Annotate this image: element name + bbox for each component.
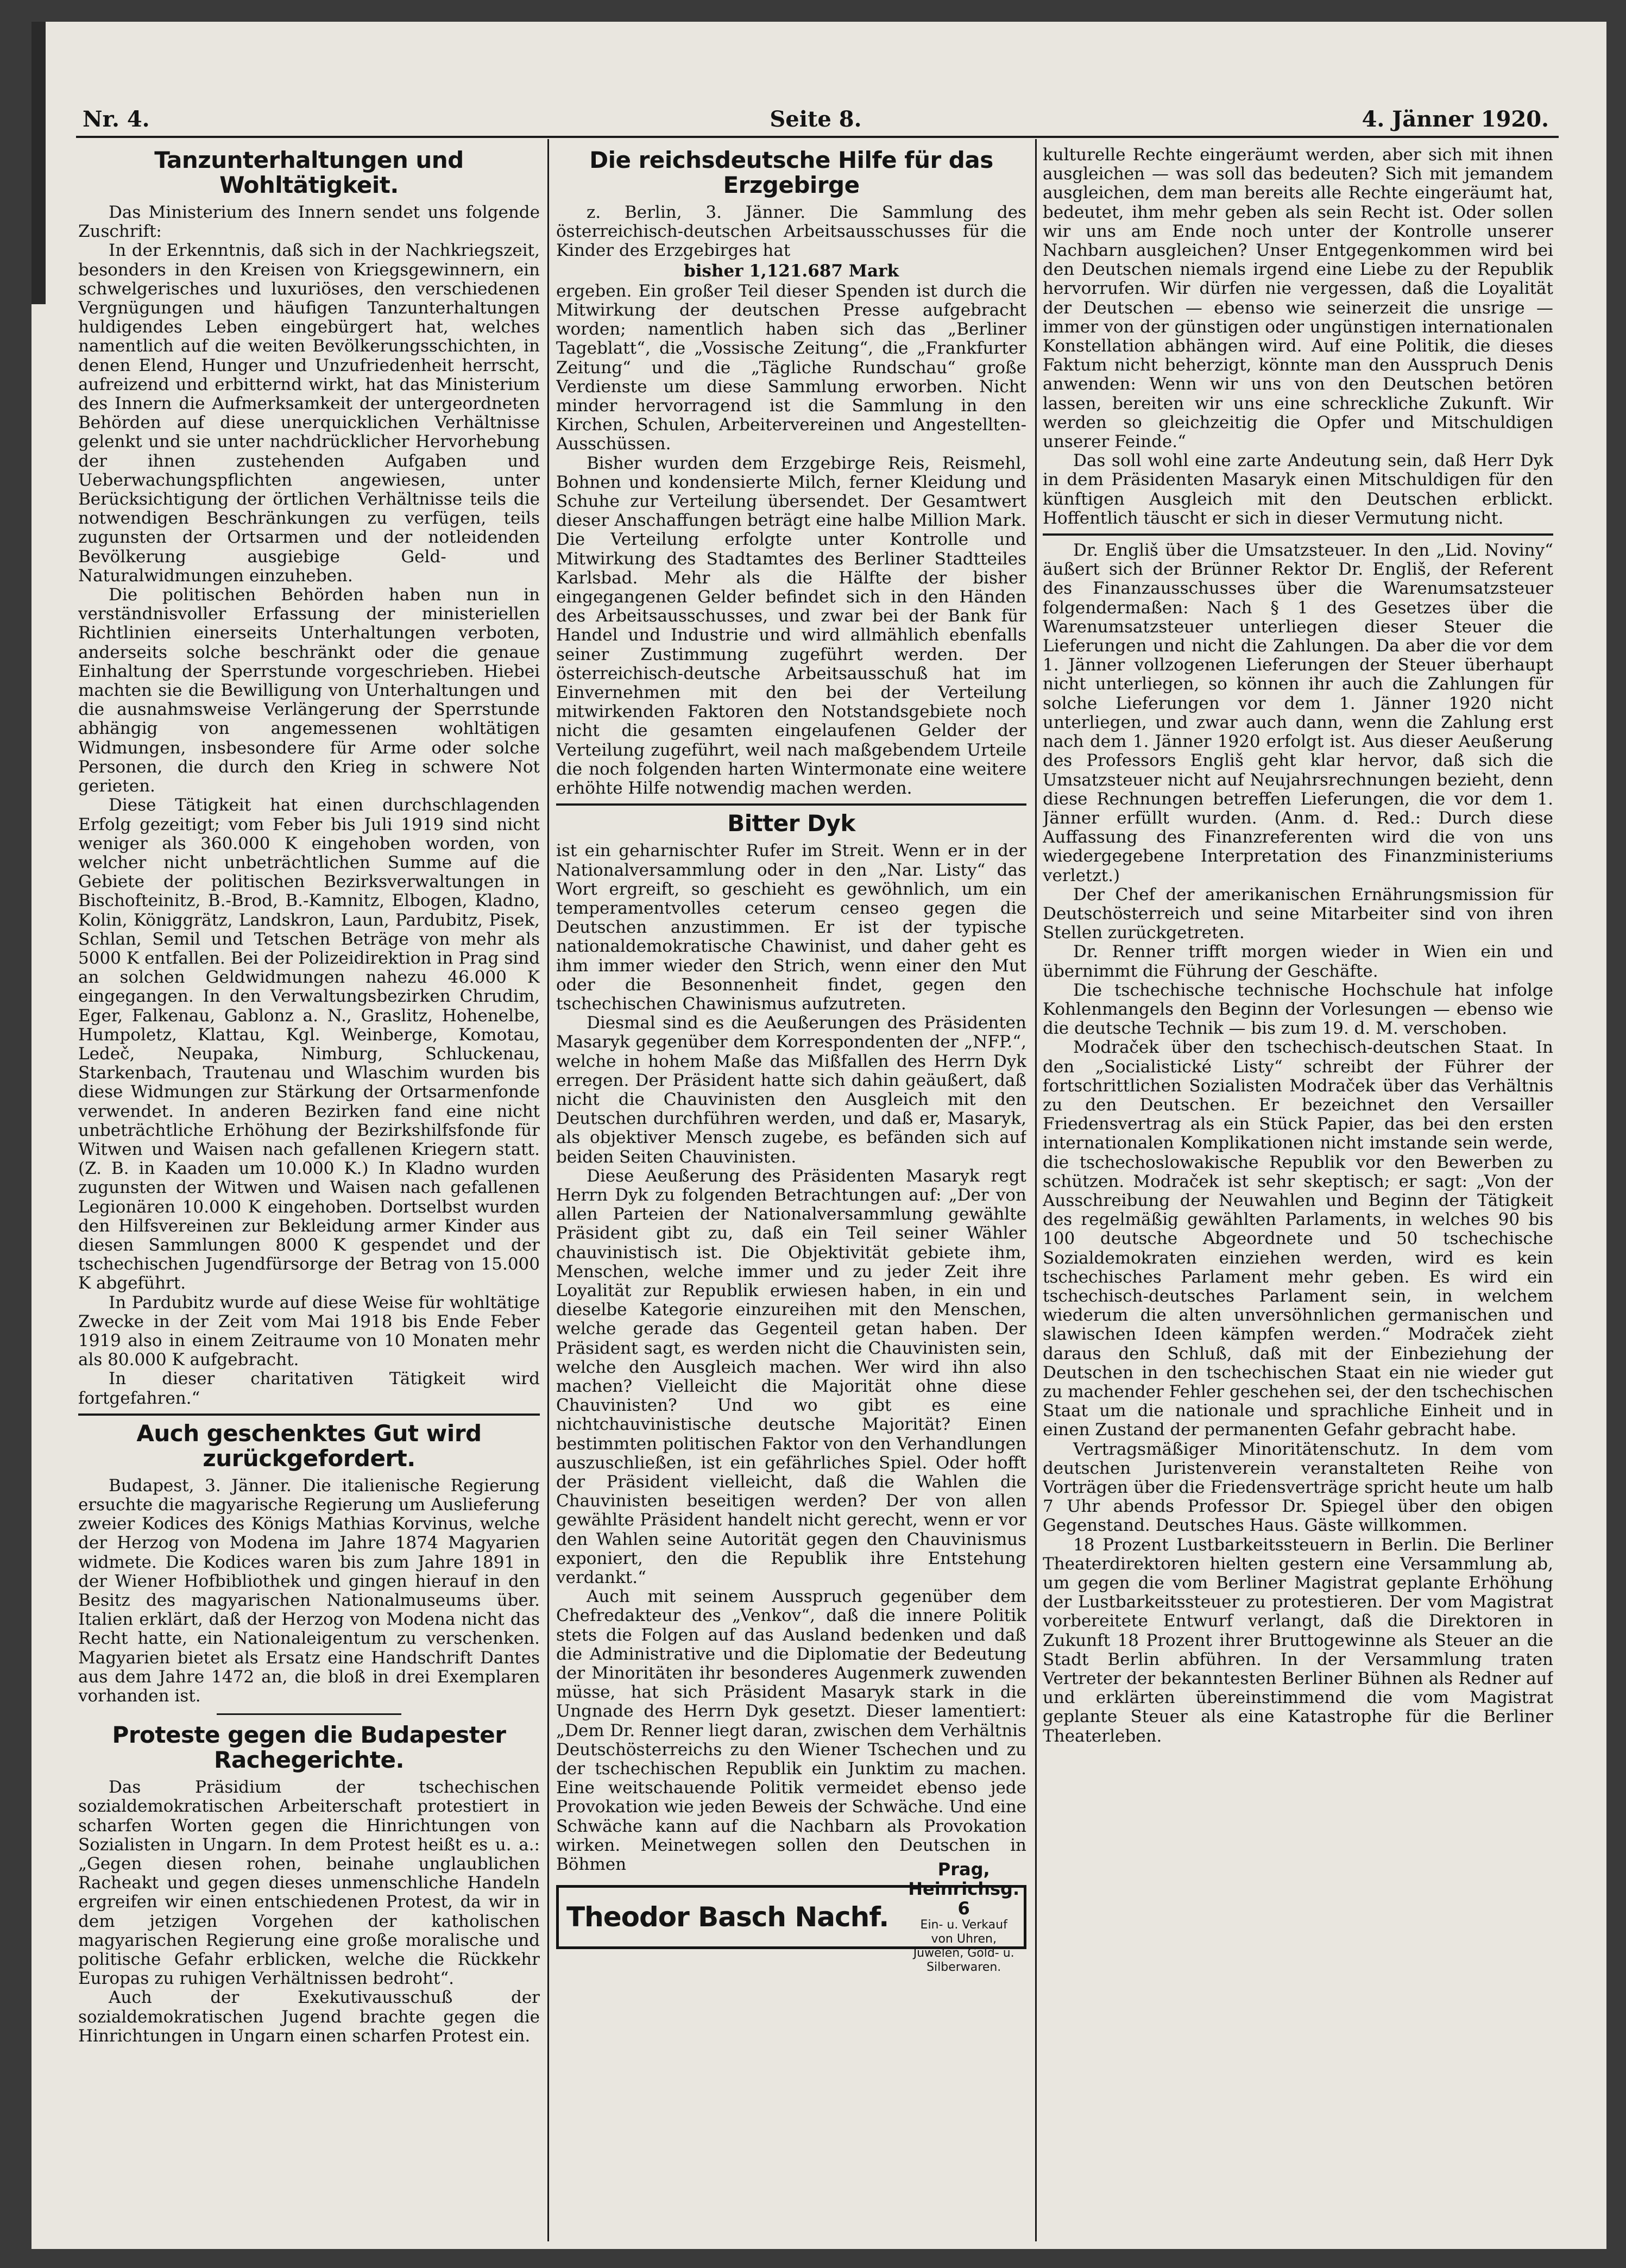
article-separator: [556, 803, 1026, 806]
paragraph: kulturelle Rechte eingeräumt werden, aber sich mit ihnen ausgleichen — was soll das bedeuten? Sich mit jemandem ausgleichen, dem man bereits alle Rechte eingeräumt hat, bedeutet, ihm mehr geben als sein Recht ist. Oder sollen wir uns am Ende noch unter der Kontrolle unserer Nachbarn ausgleichen? Unser Entgegenkommen wird bei den Deutschen niemals irgend eine Liebe zu der Republik hervorrufen. Wir dürfen nie vergessen, daß die Loyalität der Deutschen — ebenso wie seinerzeit die unsrige — immer von der günstigen oder ungünstigen internationalen Konstellation abhängen wird. Auf eine Politik, die dieses Faktum nicht beherzigt, könnte man den Ausspruch Denis anwenden: Wenn wir uns von den Deutschen betören lassen, bereiten wir uns eine schreckliche Zukunft. Wir werden so gleichzeitig die Opfer und Mitschuldigen unserer Feinde.“: [1043, 146, 1553, 452]
paragraph: Das soll wohl eine zarte Andeutung sein, daß Herr Dyk in dem Präsidenten Masaryk einen Mitschuldigen für den künftigen Ausgleich mit den Deutschen erblickt. Hoffentlich täuscht er sich in dieser Vermutung nicht.: [1043, 451, 1553, 528]
article-title-geschenktes-gut: Auch geschenktes Gut wird zurückgefordert.: [136, 1419, 482, 1472]
news-item: Dr. Renner trifft morgen wieder in Wien ein und übernimmt die Führung der Geschäfte.: [1043, 942, 1553, 981]
paragraph: z. Berlin, 3. Jänner. Die Sammlung des österreichisch-deutschen Arbeitsausschusses für die Kinder des Erzgebirges hat: [556, 203, 1026, 261]
article-separator: [217, 1713, 401, 1715]
article-title-erzgebirge: Die reichsdeutsche Hilfe für das Erzgebirge: [589, 147, 993, 198]
paragraph: ist ein geharnischter Rufer im Streit. Wenn er in der Nationalversammlung oder in den „Nar. Listy“ das Wort ergreift, so geschieht es gewöhnlich, um ein temperamentvolles ceterum censeo gegen die Deutschen anzustimmen. Er ist der typische nationaldemokratische Chawinist, und daher geht es ihm immer wieder den Strich, wenn einer den Mut oder die Besonnenheit findet, gegen den tschechischen Chawinismus aufzutreten.: [556, 841, 1026, 1014]
header-rule: [76, 136, 1559, 138]
news-item: Vertragsmäßiger Minoritätenschutz. In dem vom deutschen Juristenverein veranstalteten Reihe von Vorträgen über die Friedensverträge spricht heute um halb 7 Uhr abends Professor Dr. Spiegel über den obigen Gegenstand. Deutsches Haus. Gäste willkommen.: [1043, 1439, 1553, 1536]
article-separator: [1043, 533, 1553, 536]
column-rule-2: [1035, 139, 1037, 2241]
paragraph: Diese Aeußerung des Präsidenten Masaryk regt Herrn Dyk zu folgenden Betrachtungen auf: „Der von allen Parteien der Nationalversammlung gewählte Präsident gibt zu, daß ein Teil seiner Wähler chauvinistisch ist. Die Objektivität gebiete ihm, Menschen, welche immer und zu jeder Zeit ihre Loyalität zur Republik erwiesen haben, in ein und dieselbe Kategorie einzureihen mit den Menschen, welche gerade das Gegenteil getan haben. Der Präsident sagt, es werden nicht die Chauvinisten sein, welche den Ausgleich machen. Wer wird ihn also machen? Vielleicht die Majorität ohne diese Chauvinisten? Und wo gibt es eine nichtchauvinistische deutsche Majorität? Einen bestimmten politischen Faktor von den Verhandlungen auszuschließen, ist ein gefährliches Spiel. Oder hofft der Präsident vielleicht, daß die Wahlen die Chauvinisten beseitigen werden? Der von allen gewählte Präsident handelt nicht gerecht, wenn er vor den Wahlen seine Autorität gegen den Chauvinismus exponiert, den die Republik ihre Entstehung verdankt.“: [556, 1166, 1026, 1588]
page-header: [83, 106, 1549, 134]
paragraph: In der Erkenntnis, daß sich in der Nachkriegszeit, besonders in den Kreisen von Kriegsgewinnern, ein schwelgerisches und luxuriöses, den verschiedenen Vergnügungen und häufigen Tanzunterhaltungen huldigendes Leben eingebürgert hat, welches namentlich auf die weiten Bevölkerungsschichten, in denen Elend, Hunger und Unzufriedenheit herrscht, aufreizend und erbitternd wirkt, hat das Ministerium des Innern die Aufmerksamkeit der untergeordneten Behörden auf diese unerquicklichen Verhältnisse gelenkt und sie unter nachdrücklicher Hervorhebung der ihnen zustehenden Aufgaben und Ueberwachungspflichten angewiesen, unter Berücksichtigung der örtlichen Verhältnisse teils die notwendigen Beschränkungen zu verfügen, teils zugunsten der Ortsarmen und der notleidenden Bevölkerung ausgiebige Geld- und Naturalwidmungen einzuheben.: [78, 241, 540, 586]
article-title-proteste: Proteste gegen die Budapester Rachegerichte.: [112, 1722, 506, 1774]
ad-company-name: Theodor Basch Nachf.: [566, 1901, 889, 1933]
paragraph: In dieser charitativen Tätigkeit wird fortgefahren.“: [78, 1369, 540, 1408]
scan-edge-shadow: [31, 22, 46, 304]
column-3: [1043, 146, 1553, 2253]
page-number: Seite 8.: [770, 106, 862, 132]
issue-number: Nr. 4.: [83, 106, 150, 132]
paragraph: Die politischen Behörden haben nun in verständnisvoller Erfassung der ministeriellen Richtlinien einerseits Unterhaltungen verboten, anderseits solche beschränkt oder die genaue Einhaltung der Sperrstunde vorgeschrieben. Hiebei machten sie die Bewilligung von Unterhaltungen und die ausnahmsweise Verlängerung der Sperrstunde abhängig von angemessenen wohltätigen Widmungen, insbesondere für Arme oder solche Personen, die durch den Krieg in schwere Not gerieten.: [78, 585, 540, 796]
ad-details: [908, 1859, 1019, 1975]
paragraph: ergeben. Ein großer Teil dieser Spenden ist durch die Mitwirkung der deutschen Presse aufgebracht worden; namentlich haben sich das „Berliner Tageblatt“, die „Vossische Zeitung“, die „Frankfurter Zeitung“ und die „Tägliche Rundschau“ große Verdienste um diese Sammlung erworben. Nicht minder hervorragend ist die Sammlung in den Kirchen, Schulen, Arbeitervereinen und Angestellten-Ausschüssen.: [556, 281, 1026, 454]
column-1: [78, 146, 540, 2253]
ad-line: Ein- u. Verkauf von Uhren,: [920, 1918, 1007, 1946]
article-title-bitter-dyk: Bitter Dyk: [727, 810, 855, 837]
issue-date: 4. Jänner 1920.: [1362, 106, 1549, 132]
article-separator: [78, 1413, 540, 1416]
news-item: Der Chef der amerikanischen Ernährungsmission für Deutschösterreich und seine Mitarbeiter sind von ihren Stellen zurückgetreten.: [1043, 884, 1553, 943]
article-title-tanzunterhaltungen: Tanzunterhaltungen und Wohltätigkeit.: [154, 147, 464, 198]
advertisement-theodor-basch: [556, 1859, 1026, 1975]
ad-address: Prag, Heinrichsg. 6: [908, 1859, 1020, 1919]
column-2: [556, 146, 1026, 2253]
news-item: Modraček über den tschechisch-deutschen Staat. In den „Socialistické Listy“ schreibt der Führer der fortschrittlichen Sozialisten Modraček über das Verhältnis zu den Deutschen. Er bezeichnet den Versailler Friedensvertrag als ein Stück Papier, das bei den ersten internationalen Komplikationen nicht imstande sein werde, die tschechoslowakische Republik vor den Bewerben zu schützen. Modraček ist sehr skeptisch; er sagt: „Von der Ausschreibung der Neuwahlen und Beginn der Tätigkeit des regelmäßig gewählten Parlaments, in welches 90 bis 100 deutsche Abgeordnete und 50 tschechische Sozialdemokraten einziehen werden, wird es kein tschechisches Parlament mehr geben. Es wird ein tschechisch-deutsches Parlament sein, in welchem wiederum die alten unversöhnlichen germanischen und slawischen Ideen kämpfen werden.“ Modraček zieht daraus den Schluß, daß mit der Einbeziehung der Deutschen in den tschechischen Staat ein nie wieder gut zu machender Fehler geschehen sei, der den tschechischen Staat um die nationale und sprachliche Einheit und in einen Zustand der permanenten Gefahr gebracht habe.: [1043, 1038, 1553, 1440]
paragraph: Das Präsidium der tschechischen sozialdemokratischen Arbeiterschaft protestiert in scharfen Worten gegen die Hinrichtungen von Sozialisten in Ungarn. In dem Protest heißt es u. a.: „Gegen diesen rohen, beinahe unglaublichen Racheakt und gegen dieses unmenschliche Handeln ergreifen wir einen entschiedenen Protest, da wir in dem jetzigen Vorgehen der katholischen magyarischen Regierung eine große moralische und politische Gefahr erblicken, welche die Rückkehr Europas zu ruhigen Verhältnissen bedroht“.: [78, 1777, 540, 1989]
paragraph: Auch mit seinem Ausspruch gegenüber dem Chefredakteur des „Venkov“, daß die innere Politik stets die Folgen auf das Ausland bedenken und daß die Administrative und die Diplomatie der Bedeutung der Minoritäten ihr besonderes Augenmerk zuwenden müsse, hat sich Präsident Masaryk stark in die Ungnade des Herrn Dyk gesetzt. Dieser lamentiert: „Dem Dr. Renner liegt daran, zwischen dem Verhältnis Deutschösterreichs zu den Wiener Tschechen und zu der tschechischen Republik ein Junktim zu machen. Eine weitschauende Politik vermeidet ebenso jede Provokation wie jeden Beweis der Schwäche. Und eine Schwäche kann auf die Nachbarn als Provokation wirken. Meinetwegen sollen den Deutschen in Böhmen: [556, 1587, 1026, 1875]
ad-line: Juwelen, Gold- u. Silberwaren.: [913, 1946, 1014, 1975]
news-item: Die tschechische technische Hochschule hat infolge Kohlenmangels den Beginn der Vorlesungen — ebenso wie die deutsche Technik — bis zum 19. d. M. verschoben.: [1043, 980, 1553, 1039]
donation-amount: bisher 1,121.687 Mark: [684, 261, 899, 281]
paragraph: Das Ministerium des Innern sendet uns folgende Zuschrift:: [78, 203, 540, 242]
column-rule-1: [547, 139, 549, 2241]
paragraph: Bisher wurden dem Erzgebirge Reis, Reismehl, Bohnen und kondensierte Milch, ferner Kleidung und Schuhe zur Verteilung übersendet. Der Gesamtwert dieser Anschaffungen beträgt eine halbe Million Mark. Die Verteilung erfolgte unter Kontrolle und Mitwirkung des Stadtamtes des Berliner Stadtteiles Karlsbad. Mehr als die Hälfte der bisher eingegangenen Gelder befindet sich in den Händen des Arbeitsausschusses, und zwar bei der Bank für Handel und Industrie und wird allmählich ebenfalls seiner Zustimmung zugeführt werden. Der österreichisch-deutsche Arbeitsausschuß hat im Einvernehmen mit den bei der Verteilung mitwirkenden Faktoren den Notstandsgebiete noch nicht die gesamten eingelaufenen Gelder der Verteilung zugeführt, weil nach maßgebendem Urteile die noch folgenden harten Wintermonate eine weitere erhöhte Hilfe notwendig machen werden.: [556, 453, 1026, 799]
news-item: 18 Prozent Lustbarkeitssteuern in Berlin. Die Berliner Theaterdirektoren hielten gestern eine Versammlung ab, um gegen die vom Berliner Magistrat geplante Erhöhung der Lustbarkeitssteuer zu protestieren. Der vom Magistrat vorbereitete Entwurf verlangt, daß die Direktoren in Zukunft 18 Prozent ihrer Bruttogewinne als Steuer an die Stadt Berlin abführen. In der Versammlung traten Vertreter der bekanntesten Berliner Bühnen als Redner auf und erklärten übereinstimmend die vom Magistrat geplante Steuer als eine Katastrophe für die Berliner Theaterleben.: [1043, 1535, 1553, 1746]
paragraph: Diese Tätigkeit hat einen durchschlagenden Erfolg gezeitigt; vom Feber bis Juli 1919 sind nicht weniger als 360.000 K eingehoben worden, von welcher nicht unbeträchtlichen Summe auf die Gebiete der politischen Bezirksverwaltungen in Bischofteinitz, B.-Brod, B.-Kamnitz, Elbogen, Kladno, Kolin, Königgrätz, Landskron, Laun, Pardubitz, Pisek, Schlan, Semil und Tetschen Beträge von mehr als 5000 K entfallen. Bei der Polizeidirektion in Prag sind an solchen Geldwidmungen nahezu 46.000 K eingegangen. In den Verwaltungsbezirken Chrudim, Eger, Falkenau, Gablonz a. N., Graslitz, Hohenelbe, Humpoletz, Klattau, Kgl. Weinberge, Komotau, Ledeč, Neupaka, Nimburg, Schluckenau, Starkenbach, Trautenau und Wlaschim wurden bis diese Widmungen zur Stärkung der Ortsarmenfonde verwendet. In anderen Bezirken fand eine nicht unbeträchtliche Erhöhung der Bezirkshilfsfonde für Witwen und Waisen nach gefallenen Kriegern statt. (Z. B. in Kaaden um 10.000 K.) In Kladno wurden zugunsten der Witwen und Waisen nach gefallenen Legionären 10.000 K eingehoben. Dortselbst wurden den Hilfsvereinen zur Bekleidung armer Kinder aus diesen Sammlungen 8000 K gespendet und der tschechischen Jugendfürsorge der Betrag von 15.000 K abgeführt.: [78, 795, 540, 1293]
paragraph: Budapest, 3. Jänner. Die italienische Regierung ersuchte die magyarische Regierung um Auslieferung zweier Kodices des Königs Mathias Korvinus, welche der Herzog von Modena im Jahre 1874 Magyarien widmete. Die Kodices waren bis zum Jahre 1891 in der Wiener Hofbibliothek und gingen hierauf in den Besitz des magyarischen Nationalmuseums über. Italien erklärt, daß der Herzog von Modena nicht das Recht hatte, ein Nationaleigentum zu verschenken. Magyarien bietet als Ersatz eine Handschrift Dantes aus dem Jahre 1472 an, die bloß in drei Exemplaren vorhanden ist.: [78, 1475, 540, 1706]
paragraph: Diesmal sind es die Aeußerungen des Präsidenten Masaryk gegenüber dem Korrespondenten der „NFP.“, welche in hohem Maße das Mißfallen des Herrn Dyk erregen. Der Präsident hatte sich dahin geäußert, daß nicht die Chauvinisten den Ausgleich mit den Deutschen durchführen werden, und daß er, Masaryk, als objektiver Mensch zugebe, es befänden sich auf beiden Seiten Chauvinisten.: [556, 1013, 1026, 1167]
paragraph: In Pardubitz wurde auf diese Weise für wohltätige Zwecke in der Zeit vom Mai 1918 bis Ende Feber 1919 also in einem Zeitraume von 10 Monaten mehr als 80.000 K aufgebracht.: [78, 1292, 540, 1370]
paragraph: Auch der Exekutivausschuß der sozialdemokratischen Jugend brachte gegen die Hinrichtungen in Ungarn einen scharfen Protest ein.: [78, 1988, 540, 2046]
news-item: Dr. Engliš über die Umsatzsteuer. In den „Lid. Noviny“ äußert sich der Brünner Rektor Dr. Engliš, der Referent des Finanzausschusses über die Warenumsatzsteuer folgendermaßen: Nach § 1 des Gesetzes über die Warenumsatzsteuer unterliegen dieser Steuer die Lieferungen und nicht die Zahlungen. Da aber die vor dem 1. Jänner vollzogenen Lieferungen der Steuer überhaupt nicht unterliegen, so können ihr auch die Zahlungen für solche Lieferungen vor dem 1. Jänner 1920 nicht unterliegen, und zwar auch dann, wenn die Zahlung erst nach dem 1. Jänner 1920 erfolgt ist. Aus dieser Aeußerung des Professors Engliš geht klar hervor, daß sich die Umsatzsteuer nicht auf Neujahrsrechnungen bezieht, denn diese Rechnungen betreffen Lieferungen, die vor dem 1. Jänner erfüllt wurden. (Anm. d. Red.: Durch diese Auffassung des Finanzreferenten wird die von uns wiedergegebene Interpretation des Finanzministeriums verletzt.): [1043, 541, 1553, 885]
